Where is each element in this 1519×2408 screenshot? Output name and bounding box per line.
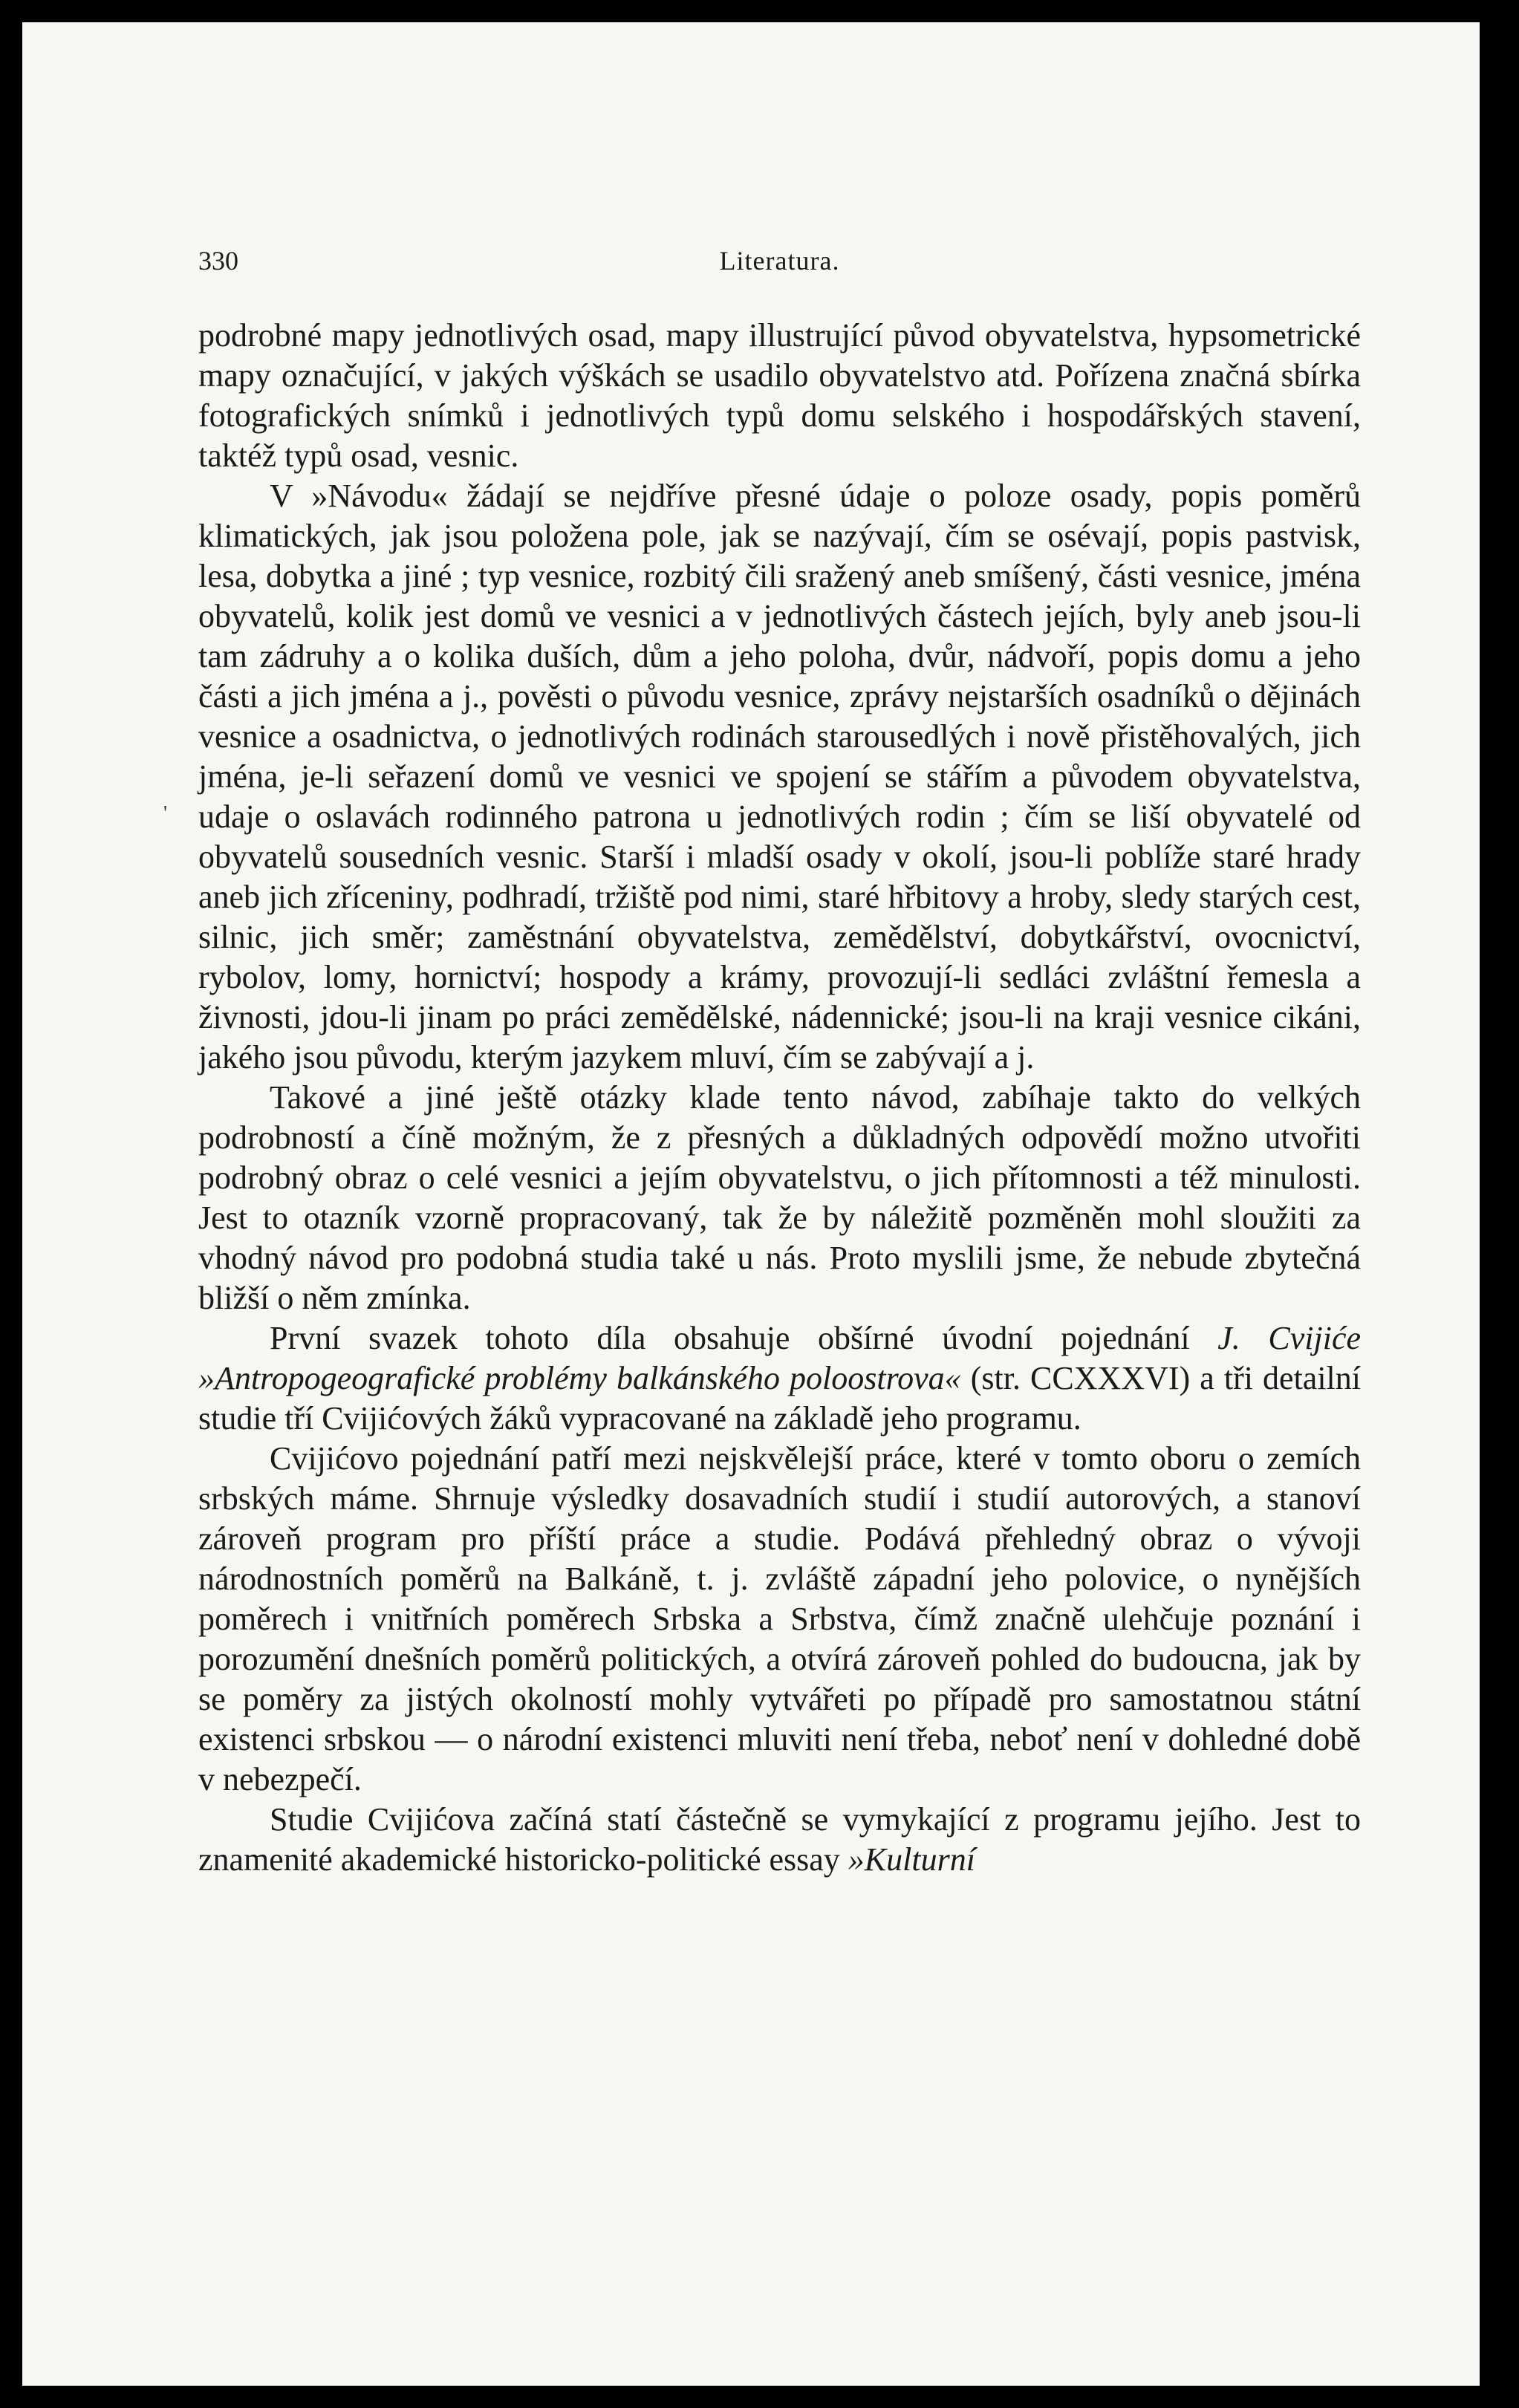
paragraph-4 — [198, 1318, 1361, 1439]
paragraph-2 — [198, 476, 1361, 1078]
paragraph-text-start: Studie Cvijićova začíná statí částečně se vymykající z programu jejího. Jest to znamenité akademické historicko-politické essay — [198, 1801, 1361, 1878]
paragraph-3 — [198, 1078, 1361, 1318]
paragraph-5 — [198, 1439, 1361, 1800]
italic-title: »Kulturní — [848, 1841, 975, 1878]
paragraph-1 — [198, 316, 1361, 476]
running-title: Literatura. — [719, 246, 840, 276]
paragraph-6 — [198, 1800, 1361, 1880]
paragraph-text-start: První svazek tohoto díla obsahuje obšírné úvodní pojednání — [270, 1320, 1218, 1356]
paragraph-text-end: (str. CCXXXVI) a tři detailní studie tří Cvijićových žáků vypracované na základě jeho programu. — [198, 1360, 1362, 1436]
paragraph-text: Cvijićovo pojednání patří mezi nejskvělejší práce, které v tomto oboru o zemích srbských máme. Shrnuje výsledky dosavadních studií i studií autorových, a stanoví zároveň program pro příští práce a studie. Podává přehledný obraz o vývoji národnostních poměrů na Balkáně, t. j. zvláště západní jeho polovice, o nynějších poměrech i vnitřních poměrech Srbska a Srbstva, čímž značně ulehčuje poznání i porozumění dnešních poměrů politických, a otvírá zároveň pohled do budoucna, jak by se poměry za jistých okolností mohly vytvářeti po případě pro samostatnou státní existenci srbskou — o národní existenci mluviti není třeba, neboť není v dohledné době v nebezpečí. — [198, 1440, 1361, 1797]
paragraph-text: podrobné mapy jednotlivých osad, mapy illustrující původ obyvatelstva, hypsometrické mapy označující, v jakých výškách se usadilo obyvatelstvo atd. Pořízena značná sbírka fotografických snímků i jednotlivých typů domu selského i hospodářských stavení, taktéž typů osad, vesnic. — [198, 317, 1361, 474]
paragraph-text: Takové a jiné ještě otázky klade tento návod, zabíhaje takto do velkých podrobností a číně možným, že z přesných a důkladných odpovědí možno utvořiti podrobný obraz o celé vesnici a jejím obyvatelstvu, o jich přítomnosti a též minulosti. Jest to otazník vzorně propracovaný, tak že by náležitě pozměněn mohl sloužiti za vhodný návod pro podobná studia také u nás. Proto myslili jsme, že nebude zbytečná bližší o něm zmínka. — [198, 1079, 1361, 1316]
document-page — [22, 22, 1480, 2386]
page-number: 330 — [198, 246, 238, 276]
body-text — [198, 316, 1361, 1880]
margin-mark: ' — [163, 802, 168, 825]
page-header — [198, 245, 1361, 290]
paragraph-text: V »Návodu« žádají se nejdříve přesné údaje o poloze osady, popis poměrů klimatických, jak jsou položena pole, jak se nazývají, čím se osévají, popis pastvisk, lesa, dobytka a jiné ; typ vesnice, rozbitý čili sražený aneb smíšený, části vesnice, jména obyvatelů, kolik jest domů ve vesnici a v jednotlivých částech jejích, byly aneb jsou-li tam zádruhy a o kolika duších, dům a jeho poloha, dvůr, nádvoří, popis domu a jeho části a jich jména a j., pověsti o původu vesnice, zprávy nejstarších osadníků o dějinách vesnice a osadnictva, o jednotlivých rodinách starousedlých i nově přistěhovalých, jich jména, je-li seřazení domů ve vesnici ve spojení se stářím a původem obyvatelstva, udaje o oslavách rodinného patrona u jednotlivých rodin ; čím se liší obyvatelé od obyvatelů sousedních vesnic. Starší i mladší osady v okolí, jsou-li poblíže staré hrady aneb jich zříceniny, podhradí, tržiště pod nimi, staré hřbitovy a hroby, sledy starých cest, silnic, jich směr; zaměstnání obyvatelstva, zemědělství, dobytkářství, ovocnictví, rybolov, lomy, hornictví; hospody a krámy, provozují-li sedláci zvláštní řemesla a živnosti, jdou-li jinam po práci zemědělské, nádennické; jsou-li na kraji vesnice cikáni, jakého jsou původu, kterým jazykem mluví, čím se zabývají a j. — [198, 478, 1361, 1076]
italic-title: J. Cvijiće »Antropogeografické problémy balkánského poloostrova« — [198, 1320, 1362, 1396]
